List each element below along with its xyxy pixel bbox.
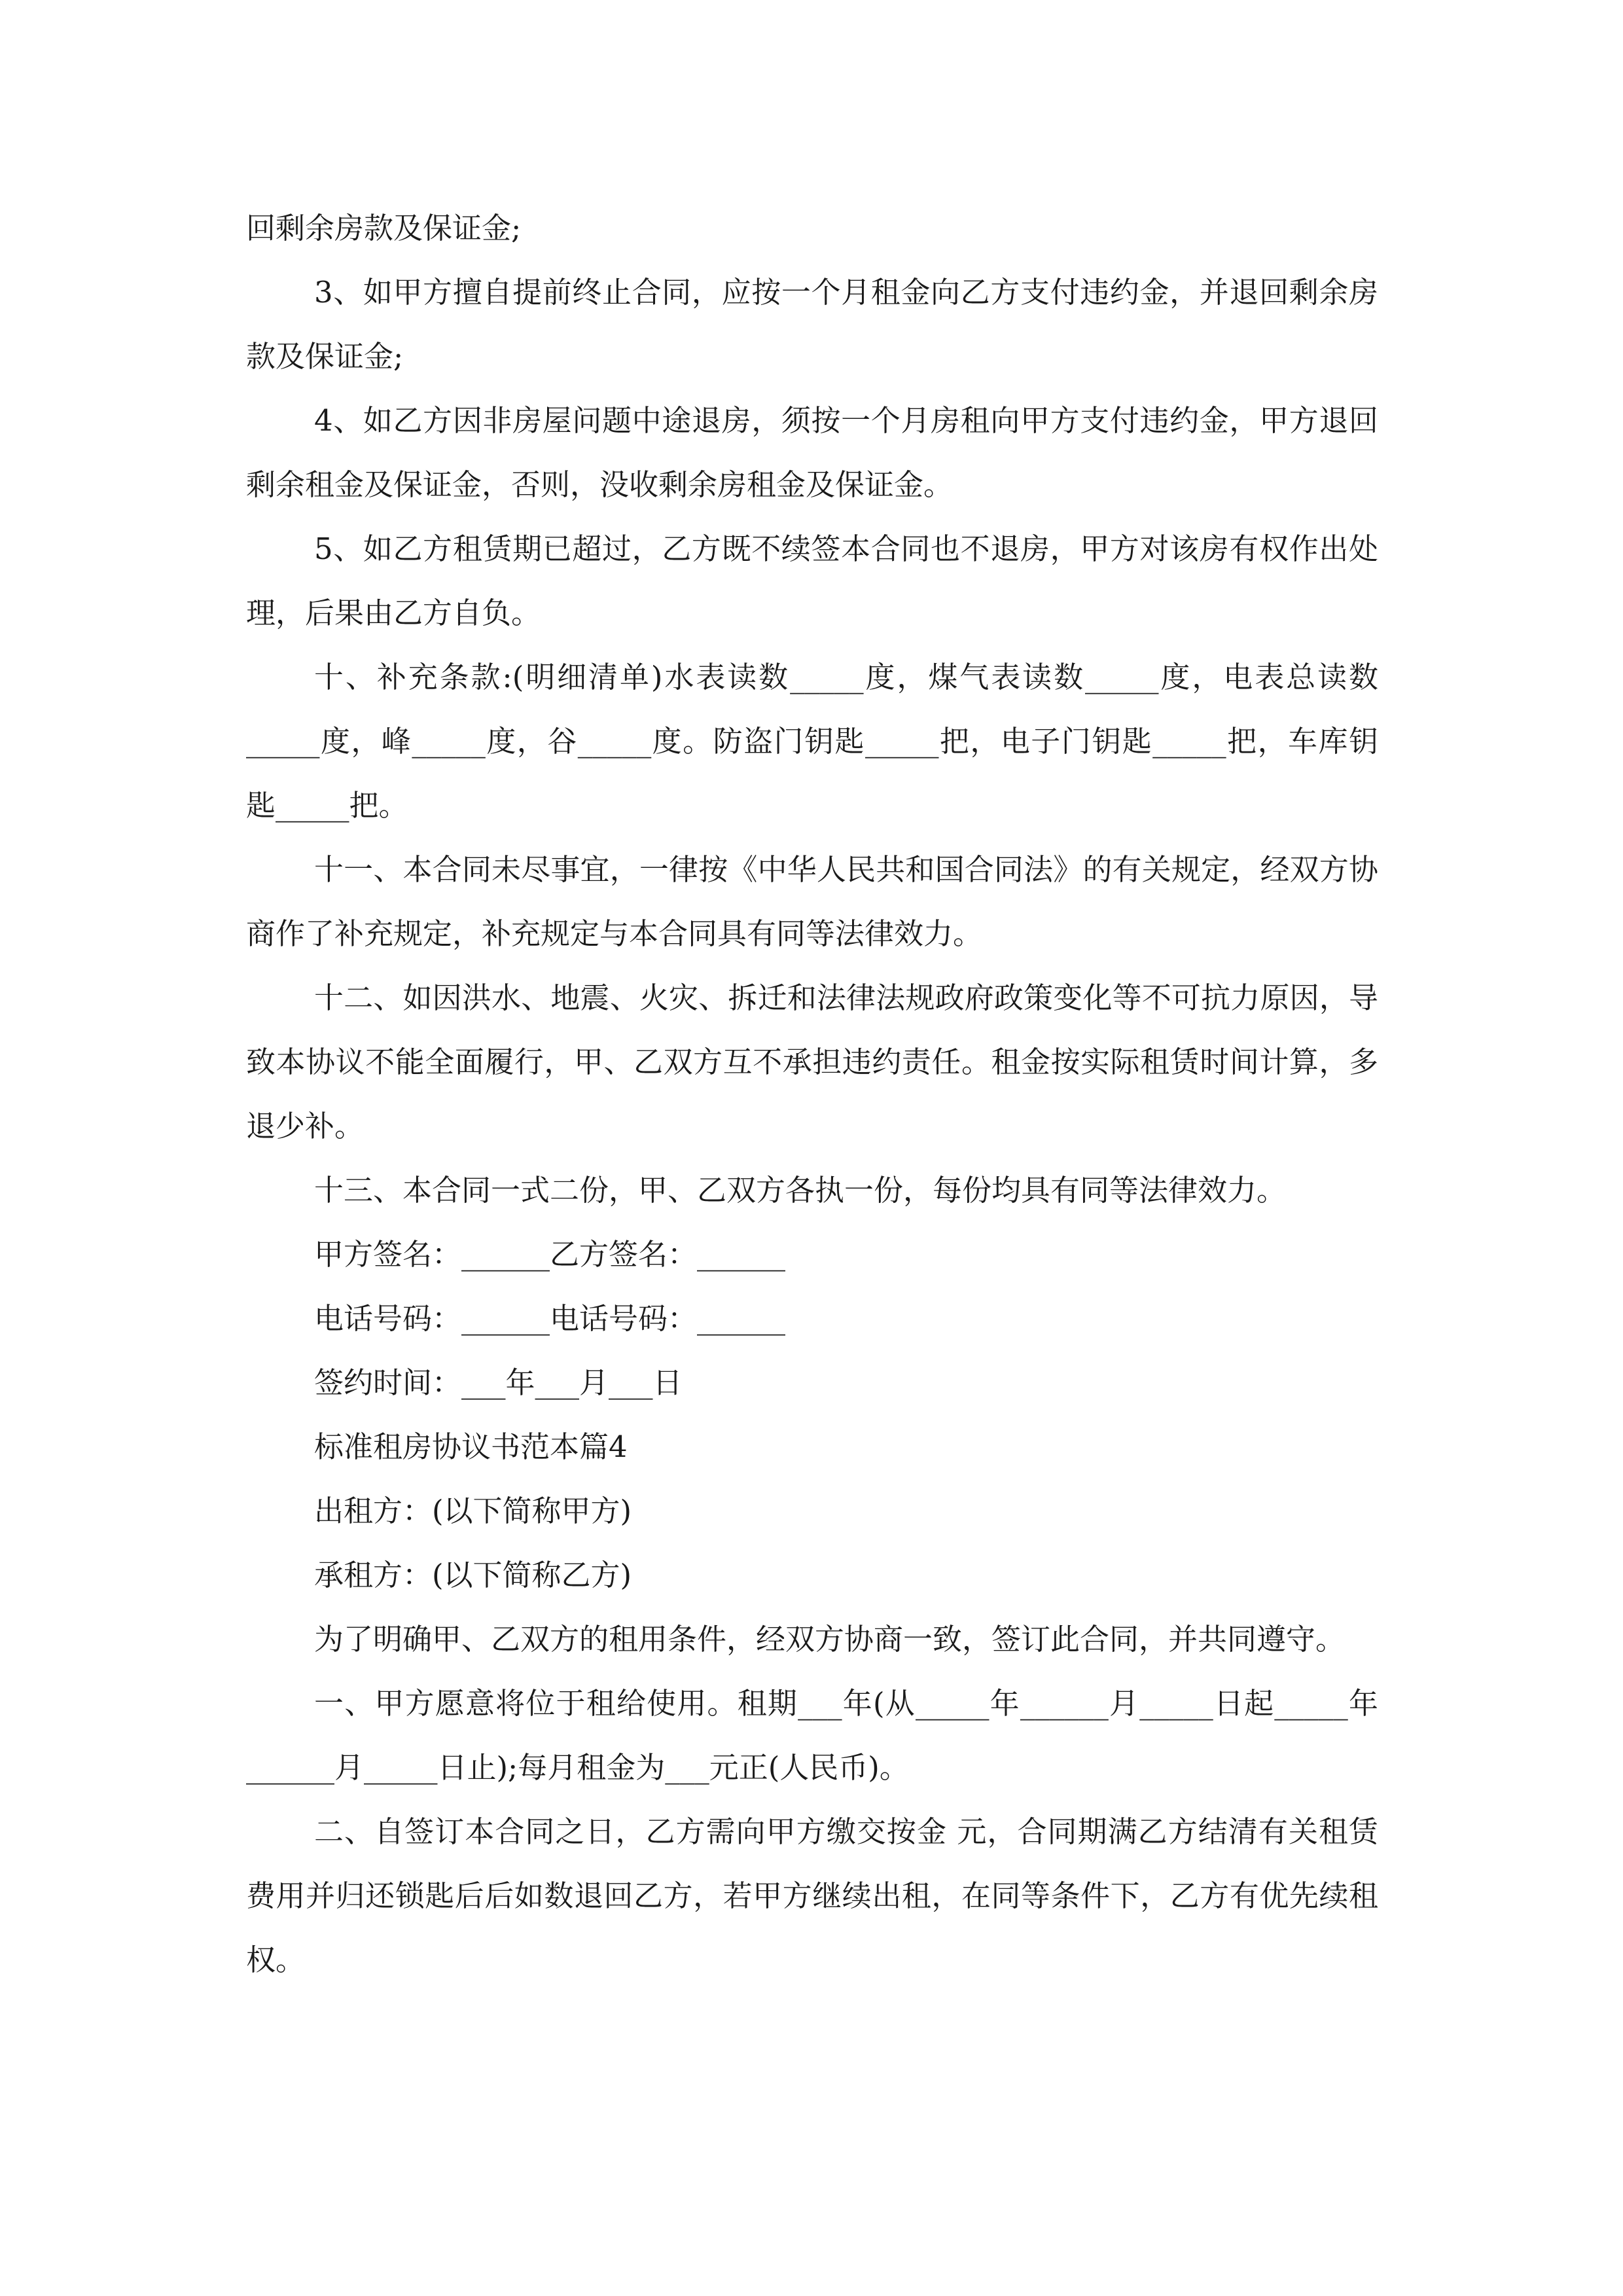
paragraph: 二、自签订本合同之日，乙方需向甲方缴交按金 元，合同期满乙方结清有关租赁费用并归还锁匙后后如数退回乙方，若甲方继续出租，在同等条件下，乙方有优先续租权。: [246, 1814, 1378, 1977]
signature-line-phones: 电话号码：______电话号码：______: [314, 1301, 786, 1336]
paragraph: 十一、本合同未尽事宜，一律按《中华人民共和国合同法》的有关规定，经双方协商作了补充规定，补充规定与本合同具有同等法律效力。: [246, 852, 1378, 951]
signature-line-names: 甲方签名：______乙方签名：______: [314, 1237, 786, 1272]
document-body: [246, 196, 1378, 1992]
paragraph: 十、补充条款:(明细清单)水表读数_____度，煤气表读数_____度，电表总读数_____度，峰_____度，谷_____度。防盗门钥匙_____把，电子门钥匙_____把，车库钥匙_____把。: [246, 660, 1378, 823]
paragraph: 十三、本合同一式二份，甲、乙双方各执一份，每份均具有同等法律效力。: [314, 1173, 1287, 1208]
paragraph: 十二、如因洪水、地震、火灾、拆迁和法律法规政府政策变化等不可抗力原因，导致本协议不能全面履行，甲、乙双方互不承担违约责任。租金按实际租赁时间计算，多退少补。: [246, 980, 1378, 1143]
paragraph: 为了明确甲、乙双方的租用条件，经双方协商一致，签订此合同，并共同遵守。: [314, 1622, 1346, 1657]
lessee-line: 承租方：(以下简称乙方): [314, 1558, 632, 1592]
paragraph: 回剩余房款及保证金;: [246, 211, 522, 245]
paragraph: 3、如甲方擅自提前终止合同，应按一个月租金向乙方支付违约金，并退回剩余房款及保证金;: [246, 275, 1378, 374]
paragraph: 4、如乙方因非房屋问题中途退房，须按一个月房租向甲方支付违约金，甲方退回剩余租金及保证金，否则，没收剩余房租金及保证金。: [246, 403, 1378, 502]
paragraph: 一、甲方愿意将位于租给使用。租期___年(从_____年______月_____日起_____年______月_____日止);每月租金为___元正(人民币)。: [246, 1686, 1378, 1785]
lessor-line: 出租方：(以下简称甲方): [314, 1494, 632, 1528]
signing-date-line: 签约时间：___年___月___日: [314, 1365, 683, 1400]
section-heading: 标准租房协议书范本篇4: [314, 1429, 628, 1464]
paragraph: 5、如乙方租赁期已超过，乙方既不续签本合同也不退房，甲方对该房有权作出处理，后果由乙方自负。: [246, 531, 1378, 630]
